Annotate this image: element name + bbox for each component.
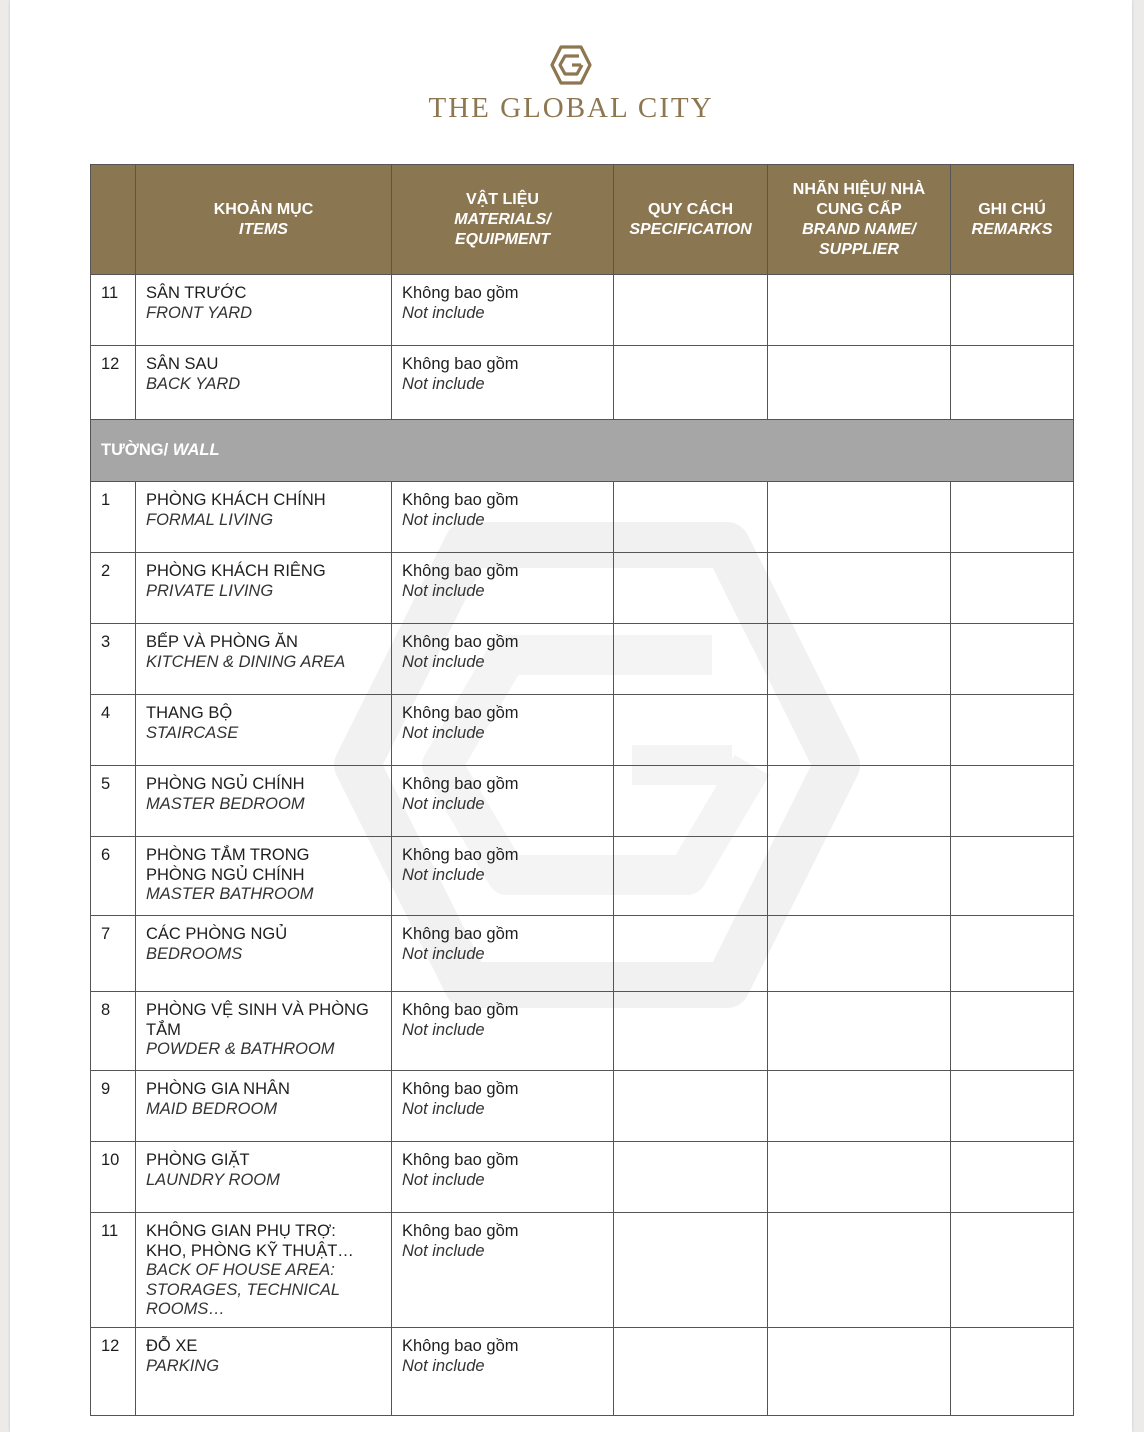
row-number: 6 xyxy=(91,837,136,916)
table-row xyxy=(91,837,1074,916)
material-cell: Không bao gồm Not include xyxy=(392,1213,614,1328)
brand-name: THE GLOBAL CITY xyxy=(428,92,714,124)
remarks-cell xyxy=(951,992,1074,1071)
remarks-cell xyxy=(951,275,1074,346)
item-cell: PHÒNG VỆ SINH VÀ PHÒNG TẮM POWDER & BATHROOM xyxy=(136,992,392,1071)
table-row xyxy=(91,482,1074,553)
header-remarks: GHI CHÚ REMARKS xyxy=(951,165,1074,275)
remarks-cell xyxy=(951,1142,1074,1213)
item-cell: PHÒNG GIA NHÂN MAID BEDROOM xyxy=(136,1071,392,1142)
brand-cell xyxy=(768,1328,951,1416)
spec-cell xyxy=(614,916,768,992)
brand-cell xyxy=(768,916,951,992)
brand-cell xyxy=(768,553,951,624)
spec-cell xyxy=(614,1071,768,1142)
header-number xyxy=(91,165,136,275)
table-row xyxy=(91,553,1074,624)
brand-cell xyxy=(768,766,951,837)
spec-cell xyxy=(614,346,768,420)
brand-cell xyxy=(768,1213,951,1328)
specification-table xyxy=(90,164,1074,1416)
brand-cell xyxy=(768,992,951,1071)
remarks-cell xyxy=(951,482,1074,553)
section-header-row xyxy=(91,420,1074,482)
material-cell: Không bao gồm Not include xyxy=(392,1071,614,1142)
item-cell: PHÒNG NGỦ CHÍNH MASTER BEDROOM xyxy=(136,766,392,837)
spec-cell xyxy=(614,1142,768,1213)
brand-cell xyxy=(768,275,951,346)
material-cell: Không bao gồm Not include xyxy=(392,1328,614,1416)
material-cell: Không bao gồm Not include xyxy=(392,695,614,766)
row-number: 7 xyxy=(91,916,136,992)
spec-cell xyxy=(614,837,768,916)
brand-cell xyxy=(768,482,951,553)
remarks-cell xyxy=(951,346,1074,420)
item-cell: KHÔNG GIAN PHỤ TRỢ: KHO, PHÒNG KỸ THUẬT… BACK OF HOUSE AREA: STORAGES, TECHNICAL ROOMS… xyxy=(136,1213,392,1328)
row-number: 8 xyxy=(91,992,136,1071)
item-cell: SÂN SAU BACK YARD xyxy=(136,346,392,420)
row-number: 5 xyxy=(91,766,136,837)
spec-cell xyxy=(614,992,768,1071)
table-row xyxy=(91,1328,1074,1416)
material-cell: Không bao gồm Not include xyxy=(392,482,614,553)
row-number: 2 xyxy=(91,553,136,624)
remarks-cell xyxy=(951,916,1074,992)
table-row xyxy=(91,992,1074,1071)
table-row xyxy=(91,1142,1074,1213)
row-number: 11 xyxy=(91,275,136,346)
header-materials: VẬT LIỆU MATERIALS/ EQUIPMENT xyxy=(392,165,614,275)
spec-cell xyxy=(614,766,768,837)
remarks-cell xyxy=(951,1328,1074,1416)
brand-cell xyxy=(768,624,951,695)
table-row xyxy=(91,275,1074,346)
brand-cell xyxy=(768,837,951,916)
spec-cell xyxy=(614,1213,768,1328)
spec-cell xyxy=(614,482,768,553)
spec-cell xyxy=(614,275,768,346)
spec-cell xyxy=(614,624,768,695)
material-cell: Không bao gồm Not include xyxy=(392,837,614,916)
brand-cell xyxy=(768,695,951,766)
row-number: 9 xyxy=(91,1071,136,1142)
item-cell: SÂN TRƯỚC FRONT YARD xyxy=(136,275,392,346)
brand-cell xyxy=(768,346,951,420)
row-number: 11 xyxy=(91,1213,136,1328)
spec-cell xyxy=(614,695,768,766)
table-row xyxy=(91,916,1074,992)
material-cell: Không bao gồm Not include xyxy=(392,1142,614,1213)
item-cell: BẾP VÀ PHÒNG ĂN KITCHEN & DINING AREA xyxy=(136,624,392,695)
header-brand-supplier: NHÃN HIỆU/ NHÀ CUNG CẤP BRAND NAME/ SUPPLIER xyxy=(768,165,951,275)
remarks-cell xyxy=(951,1213,1074,1328)
row-number: 12 xyxy=(91,346,136,420)
item-cell: CÁC PHÒNG NGỦ BEDROOMS xyxy=(136,916,392,992)
table-row xyxy=(91,695,1074,766)
item-cell: PHÒNG KHÁCH RIÊNG PRIVATE LIVING xyxy=(136,553,392,624)
item-cell: PHÒNG KHÁCH CHÍNH FORMAL LIVING xyxy=(136,482,392,553)
table-row xyxy=(91,1213,1074,1328)
brand-cell xyxy=(768,1142,951,1213)
spec-cell xyxy=(614,553,768,624)
material-cell: Không bao gồm Not include xyxy=(392,275,614,346)
material-cell: Không bao gồm Not include xyxy=(392,916,614,992)
row-number: 3 xyxy=(91,624,136,695)
remarks-cell xyxy=(951,695,1074,766)
row-number: 12 xyxy=(91,1328,136,1416)
table-row xyxy=(91,624,1074,695)
item-cell: PHÒNG GIẶT LAUNDRY ROOM xyxy=(136,1142,392,1213)
table-row xyxy=(91,766,1074,837)
remarks-cell xyxy=(951,766,1074,837)
material-cell: Không bao gồm Not include xyxy=(392,766,614,837)
material-cell: Không bao gồm Not include xyxy=(392,553,614,624)
row-number: 4 xyxy=(91,695,136,766)
item-cell: ĐỖ XE PARKING xyxy=(136,1328,392,1416)
item-cell: PHÒNG TẮM TRONG PHÒNG NGỦ CHÍNH MASTER BATHROOM xyxy=(136,837,392,916)
remarks-cell xyxy=(951,837,1074,916)
brand-cell xyxy=(768,1071,951,1142)
global-city-logo-icon xyxy=(550,44,592,86)
row-number: 1 xyxy=(91,482,136,553)
item-cell: THANG BỘ STAIRCASE xyxy=(136,695,392,766)
table-row xyxy=(91,1071,1074,1142)
header-items: KHOẢN MỤC ITEMS xyxy=(136,165,392,275)
remarks-cell xyxy=(951,553,1074,624)
table-header-row xyxy=(91,165,1074,275)
spec-cell xyxy=(614,1328,768,1416)
row-number: 10 xyxy=(91,1142,136,1213)
material-cell: Không bao gồm Not include xyxy=(392,624,614,695)
material-cell: Không bao gồm Not include xyxy=(392,346,614,420)
table-row xyxy=(91,346,1074,420)
material-cell: Không bao gồm Not include xyxy=(392,992,614,1071)
section-title: TƯỜNG/ WALL xyxy=(91,420,1074,482)
remarks-cell xyxy=(951,624,1074,695)
brand-logo xyxy=(10,44,1132,125)
document-page xyxy=(10,0,1132,1432)
header-specification: QUY CÁCH SPECIFICATION xyxy=(614,165,768,275)
remarks-cell xyxy=(951,1071,1074,1142)
